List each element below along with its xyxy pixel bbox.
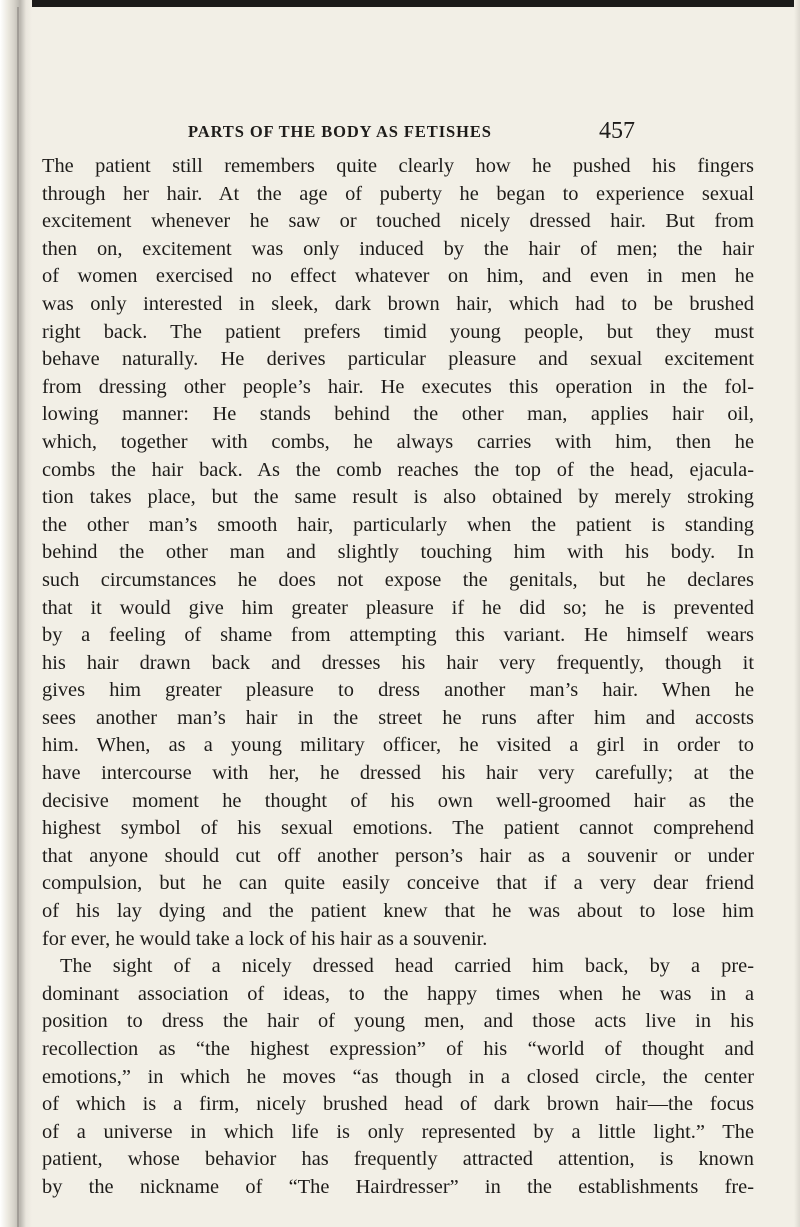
text-line: of which is a firm, nicely brushed head of dark brown hair—the focus [42, 1093, 754, 1116]
text-line: behave naturally. He derives particular pleasure and sexual excitement [42, 348, 754, 371]
text-line: the other man’s smooth hair, particularly when the patient is standing [42, 513, 754, 536]
text-line: gives him greater pleasure to dress another man’s hair. When he [42, 679, 754, 702]
text-line: by the nickname of “The Hairdresser” in the establishments fre- [42, 1175, 754, 1198]
text-line: his hair drawn back and dresses his hair very frequently, though it [42, 651, 754, 674]
running-head [36, 118, 756, 148]
text-line: sees another man’s hair in the street he runs after him and accosts [42, 706, 754, 729]
text-line: behind the other man and slightly touching him with his body. In [42, 541, 754, 564]
page-top-edge [0, 0, 800, 7]
text-line: tion takes place, but the same result is also obtained by merely stroking [42, 486, 754, 509]
text-line: position to dress the hair of young men, and those acts live in his [42, 1010, 754, 1033]
text-line: through her hair. At the age of puberty he began to experience sexual [42, 182, 754, 205]
text-line: such circumstances he does not expose the genitals, but he declares [42, 568, 754, 591]
text-line: that it would give him greater pleasure if he did so; he is prevented [42, 596, 754, 619]
text-line: of a universe in which life is only represented by a little light.” The [42, 1120, 754, 1143]
text-line: by a feeling of shame from attempting this variant. He himself wears [42, 624, 754, 647]
text-line: that anyone should cut off another person’s hair as a souvenir or under [42, 844, 754, 867]
page-number: 457 [599, 118, 635, 144]
text-line: which, together with combs, he always carries with him, then he [42, 430, 754, 453]
page-right-edge [794, 0, 800, 1227]
body-text [42, 153, 754, 1202]
text-line: of women exercised no effect whatever on him, and even in men he [42, 265, 754, 288]
text-line: then on, excitement was only induced by the hair of men; the hair [42, 237, 754, 260]
text-line: patient, whose behavior has frequently attracted attention, is known [42, 1148, 754, 1171]
text-line: The patient still remembers quite clearly how he pushed his fingers [42, 155, 754, 177]
text-line: lowing manner: He stands behind the other man, applies hair oil, [42, 403, 754, 426]
text-line: recollection as “the highest expression” of his “world of thought and [42, 1038, 754, 1060]
text-line: emotions,” in which he moves “as though in a closed circle, the center [42, 1065, 754, 1088]
text-line: compulsion, but he can quite easily conceive that if a very dear friend [42, 872, 754, 895]
text-line: combs the hair back. As the comb reaches the top of the head, ejacula- [42, 458, 754, 481]
paragraph-end-line: for ever, he would take a lock of his hair as a souvenir. [42, 927, 488, 950]
text-line: from dressing other people’s hair. He executes this operation in the fol- [42, 375, 754, 398]
text-line: dominant association of ideas, to the happy times when he was in a [42, 982, 754, 1005]
text-line: have intercourse with her, he dressed his hair very carefully; at the [42, 762, 754, 785]
text-line: highest symbol of his sexual emotions. The patient cannot comprehend [42, 817, 754, 840]
text-line: decisive moment he thought of his own well-groomed hair as the [42, 789, 754, 812]
book-gutter-line [17, 7, 19, 1227]
book-binding-shadow [0, 0, 32, 1227]
text-line: of his lay dying and the patient knew that he was about to lose him [42, 900, 754, 923]
running-head-title: PARTS OF THE BODY AS FETISHES [188, 122, 492, 141]
text-line: right back. The patient prefers timid young people, but they must [42, 320, 754, 343]
paragraph-start-line: The sight of a nicely dressed head carried him back, by a pre- [60, 955, 754, 978]
text-line: excitement whenever he saw or touched nicely dressed hair. But from [42, 210, 754, 233]
text-line: him. When, as a young military officer, he visited a girl in order to [42, 734, 754, 757]
text-line: was only interested in sleek, dark brown hair, which had to be brushed [42, 292, 754, 315]
